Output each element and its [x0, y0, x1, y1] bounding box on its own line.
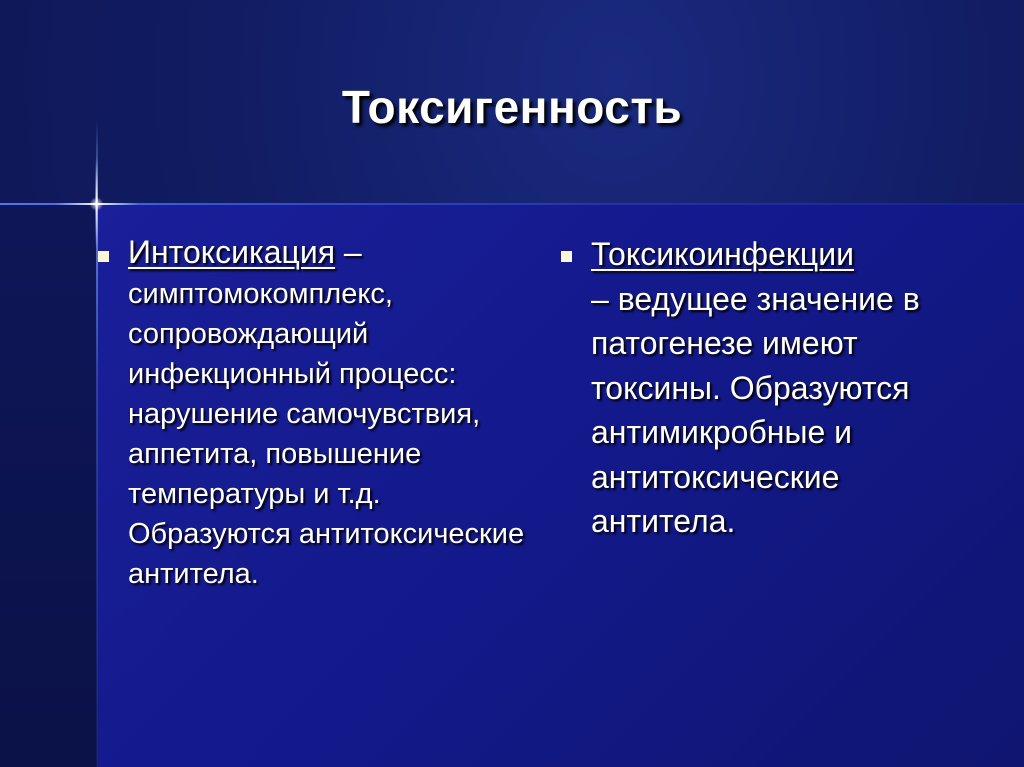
bullet-item-toxicoinfection	[561, 232, 961, 544]
horizontal-divider-line	[0, 203, 1024, 205]
intoxication-term: Интоксикация	[128, 234, 336, 270]
bullet-square-icon	[561, 251, 572, 262]
toxicoinfection-text	[591, 232, 961, 544]
slide-title: Токсигенность	[341, 81, 683, 133]
bullet-square-icon	[98, 251, 109, 262]
toxicoinfection-term: Токсикоинфекции	[591, 236, 854, 272]
right-column	[561, 232, 961, 544]
toxicoinfection-description: – ведущее значение в патогенезе имеют токсины. Образуются антимикробные и антитоксические антитела.	[591, 280, 920, 539]
left-band-decoration	[0, 204, 97, 767]
intoxication-dash: –	[335, 234, 362, 270]
intoxication-text	[128, 232, 538, 594]
intoxication-description: симптомокомплекс, сопровождающий инфекционный процесс: нарушение самочувствия, аппетита, повышение температуры и т.д. Образуются антитоксические антитела.	[128, 278, 525, 590]
bullet-item-intoxication	[98, 232, 538, 594]
left-column	[98, 232, 538, 594]
